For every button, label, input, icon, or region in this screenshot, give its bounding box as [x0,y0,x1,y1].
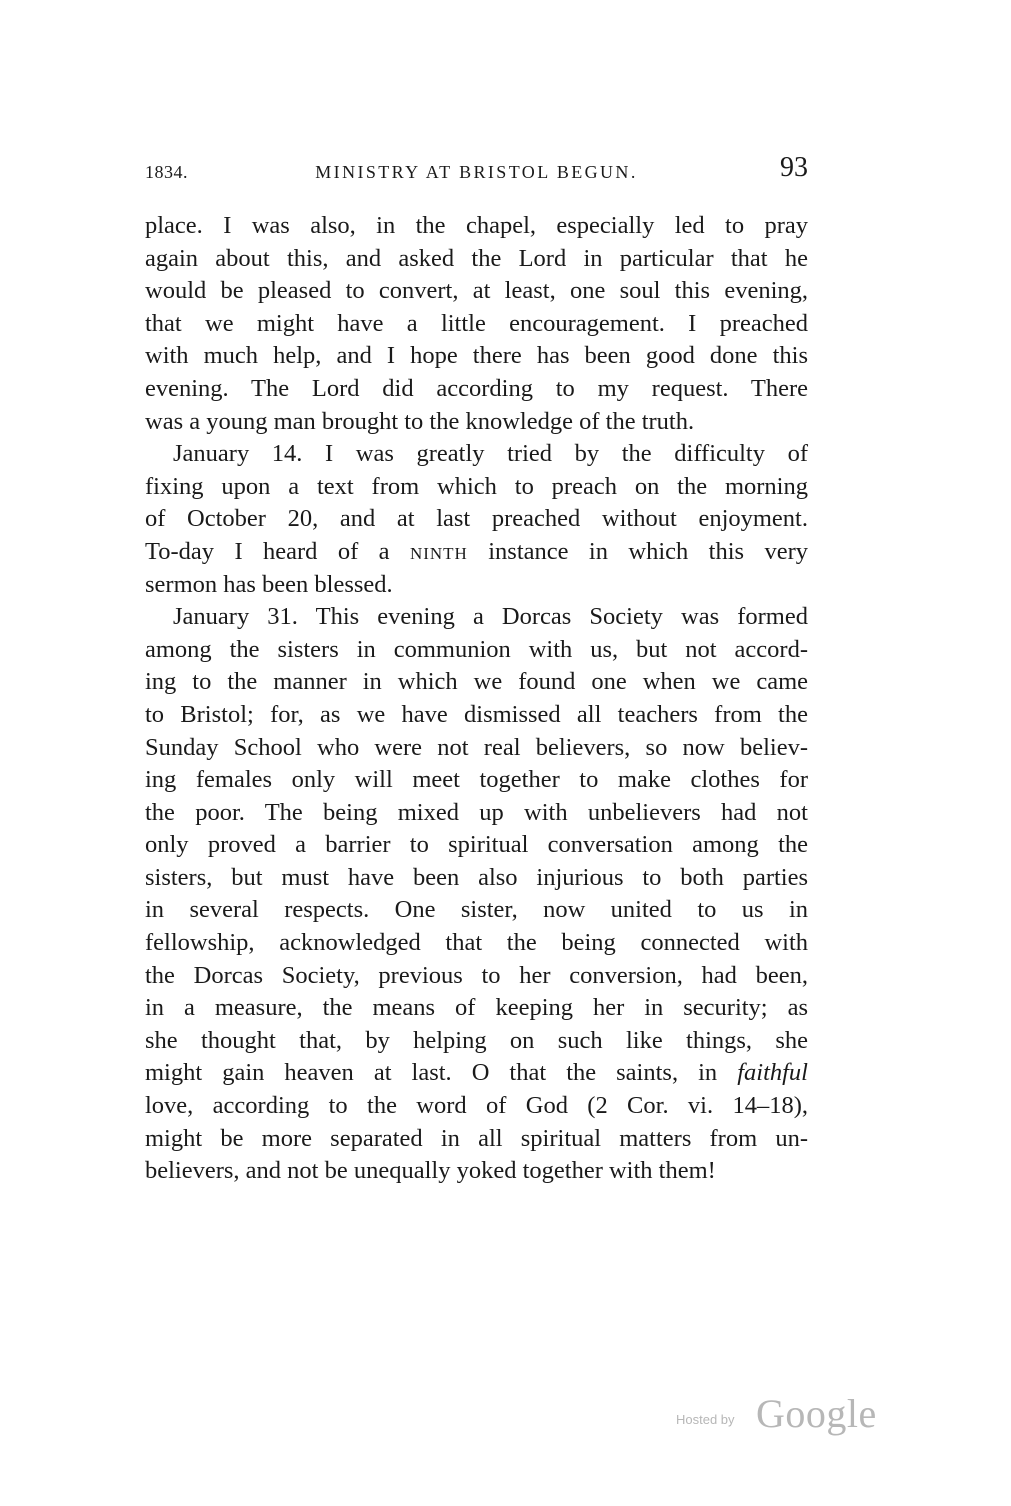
google-logo: Google [756,1391,877,1436]
text-line: believers, and not be unequally yoked together with them! [145,1157,716,1185]
text-line: the poor. The being mixed up with unbelievers had not [145,798,808,826]
hosted-by-google-watermark [676,1390,886,1440]
text-line-faithful [145,1057,808,1090]
watermark-hosted-by: Hosted by [676,1412,735,1427]
header-title: MINISTRY AT BRISTOL BEGUN. [315,162,638,182]
text-line: with much help, and I hope there has been good done this [145,342,808,370]
body-text [145,210,808,1188]
text-line-ninth [145,536,808,569]
text-line: sisters, but must have been also injurious to both parties [145,863,808,891]
text-line: in a measure, the means of keeping her in security; as [145,994,808,1022]
text-line: the Dorcas Society, previous to her conversion, had been, [145,961,808,989]
text-line: ing to the manner in which we found one when we came [145,668,808,696]
faithful-emphasis: faithful [737,1059,808,1087]
faithful-before: might gain heaven at last. O that the saints, in [145,1059,738,1087]
header-year: 1834. [145,162,188,182]
page-number: 93 [780,152,808,183]
text-line: among the sisters in communion with us, but not accord- [145,635,808,663]
ninth-before: To-day I heard of a [145,537,410,565]
text-line: in several respects. One sister, now united to us in [145,896,808,924]
text-line: January 14. I was greatly tried by the difficulty of [173,440,808,468]
text-line: January 31. This evening a Dorcas Society was formed [173,603,808,631]
text-line: to Bristol; for, as we have dismissed all teachers from the [145,700,808,728]
text-line: ing females only will meet together to make clothes for [145,766,808,794]
text-line: fellowship, acknowledged that the being connected with [145,929,808,957]
text-line: would be pleased to convert, at least, one soul this evening, [145,277,808,305]
text-line: place. I was also, in the chapel, especially led to pray [145,212,808,239]
text-line: again about this, and asked the Lord in particular that he [145,244,808,272]
text-line: fixing upon a text from which to preach on the morning [145,472,808,500]
text-line: of October 20, and at last preached without enjoyment. [145,505,808,533]
text-line: might be more separated in all spiritual matters from un- [145,1124,808,1152]
running-head [145,152,808,192]
text-line: sermon has been blessed. [145,570,393,598]
ninth-after: instance in which this very [467,537,809,565]
text-line: she thought that, by helping on such like things, she [145,1026,808,1054]
text-line: that we might have a little encouragement. I preached [145,309,808,337]
text-line: was a young man brought to the knowledge of the truth. [145,407,695,435]
ninth-emphasis: ninth [409,537,468,565]
text-line: love, according to the word of God (2 Cor. vi. 14–18), [145,1092,808,1120]
text-line: evening. The Lord did according to my request. There [145,374,808,402]
text-line: Sunday School who were not real believers, so now believ- [145,733,808,761]
text-line: only proved a barrier to spiritual conversation among the [145,831,808,859]
